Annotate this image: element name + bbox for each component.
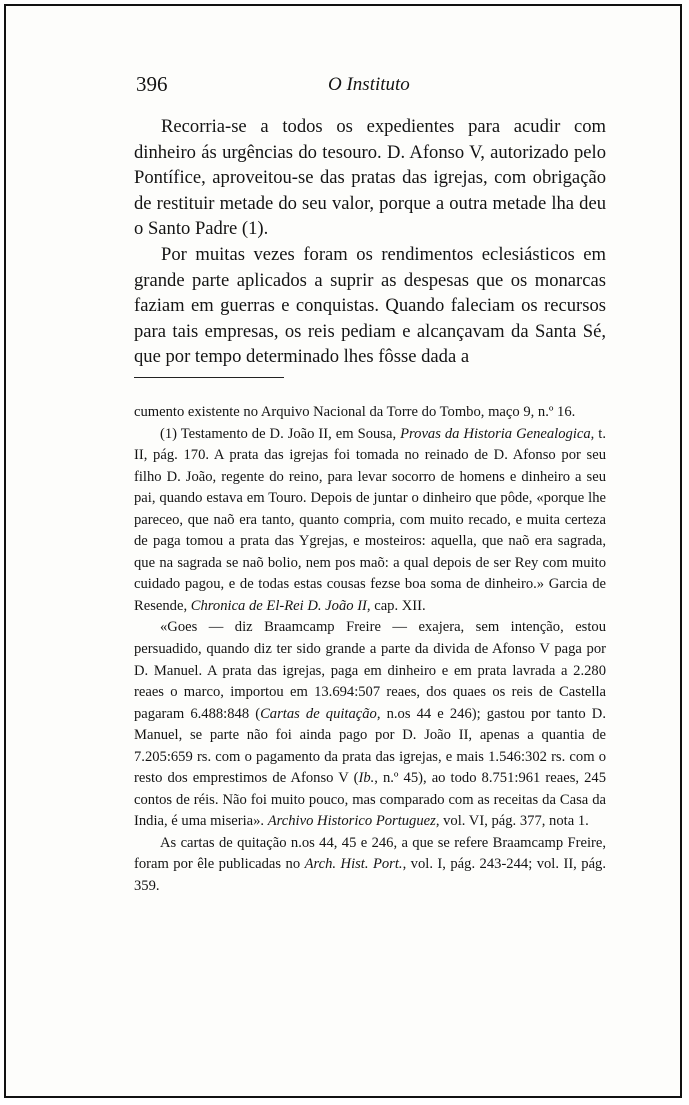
running-title: O Instituto [328, 74, 410, 95]
footnote-1: (1) Testamento de D. João II, em Sousa, Provas da Historia Genealogica, t. II, pág. 170. A prata das igrejas foi tomada no reinado de D. Afonso por seu filho D. João, regente do reino, para levar socorro de homens e dinheiro a seu pai, quando estava em Touro. Depois de juntar o dinheiro que pôde, «porque lhe pareceo, que naõ era tanto, quanto compria, com muito recado, e muita certeza de paga tomou a prata das Ygrejas, e mosteiros: aquella, que naõ era sagrada, que na sagrada se naõ bolio, nem pos maõ: a qual depois de ser Rey com muito cuidado pagou, e de todas estas cousas fezse boa soma de dinheiro.» Garcia de Resende, Chronica de El-Rei D. João II, cap. XII. [134, 425, 606, 614]
paragraph-2: Por muitas vezes foram os rendimentos eclesiásticos em grande parte aplicados a suprir as despesas que os monarcas faziam em guerras e conquistas. Quando faleciam os recursos para tais empresas, os reis pediam e alcançavam da Santa Sé, que por tempo determinado lhes fôsse dada a [134, 243, 606, 368]
main-text [134, 114, 606, 370]
paragraph-1: Recorria-se a todos os expedientes para acudir com dinheiro ás urgências do tesouro. D. Afonso V, autorizado pelo Pontífice, aproveitou-se das pratas das igrejas, com obrigação de restituir metade do seu valor, porque a outra metade lha deu o Santo Padre (1). [134, 116, 606, 240]
footnote-quote: «Goes — diz Braamcamp Freire — exajera, sem intenção, estou persuadido, quando diz ter sido grande a parte da divida de Afonso V paga por D. Manuel. A prata das igrejas, paga em dinheiro e em prata lavrada a 2.280 reaes o marco, importou em 13.694:507 reaes, dos quaes os reis de Castella pagaram 6.488:848 (Cartas de quitação, n.os 44 e 246); gastou por tanto D. Manuel, se parte não foi ainda pago por D. João II, apenas a quantia de 7.205:659 rs. com o pagamento da prata das igrejas, e mais 1.546:302 rs. com o resto dos emprestimos de Afonso V (Ib., n.º 45), ao todo 8.751:961 reaes, 245 contos de réis. Não foi muito pouco, mas comparado com as receitas da Casa da India, é uma miseria». Archivo Historico Portuguez, vol. VI, pág. 377, nota 1. [134, 619, 606, 830]
page-number: 396 [136, 72, 168, 96]
footnotes [134, 402, 606, 898]
footnote-rule [134, 377, 284, 378]
footnote-continuation: cumento existente no Arquivo Nacional da Torre do Tombo, maço 9, n.º 16. [134, 404, 576, 420]
footnote-cartas: As cartas de quitação n.os 44, 45 e 246, a que se refere Braamcamp Freire, foram por êle publicadas no Arch. Hist. Port., vol. I, pág. 243-244; vol. II, pág. 359. [134, 834, 607, 895]
page-header [132, 70, 608, 100]
